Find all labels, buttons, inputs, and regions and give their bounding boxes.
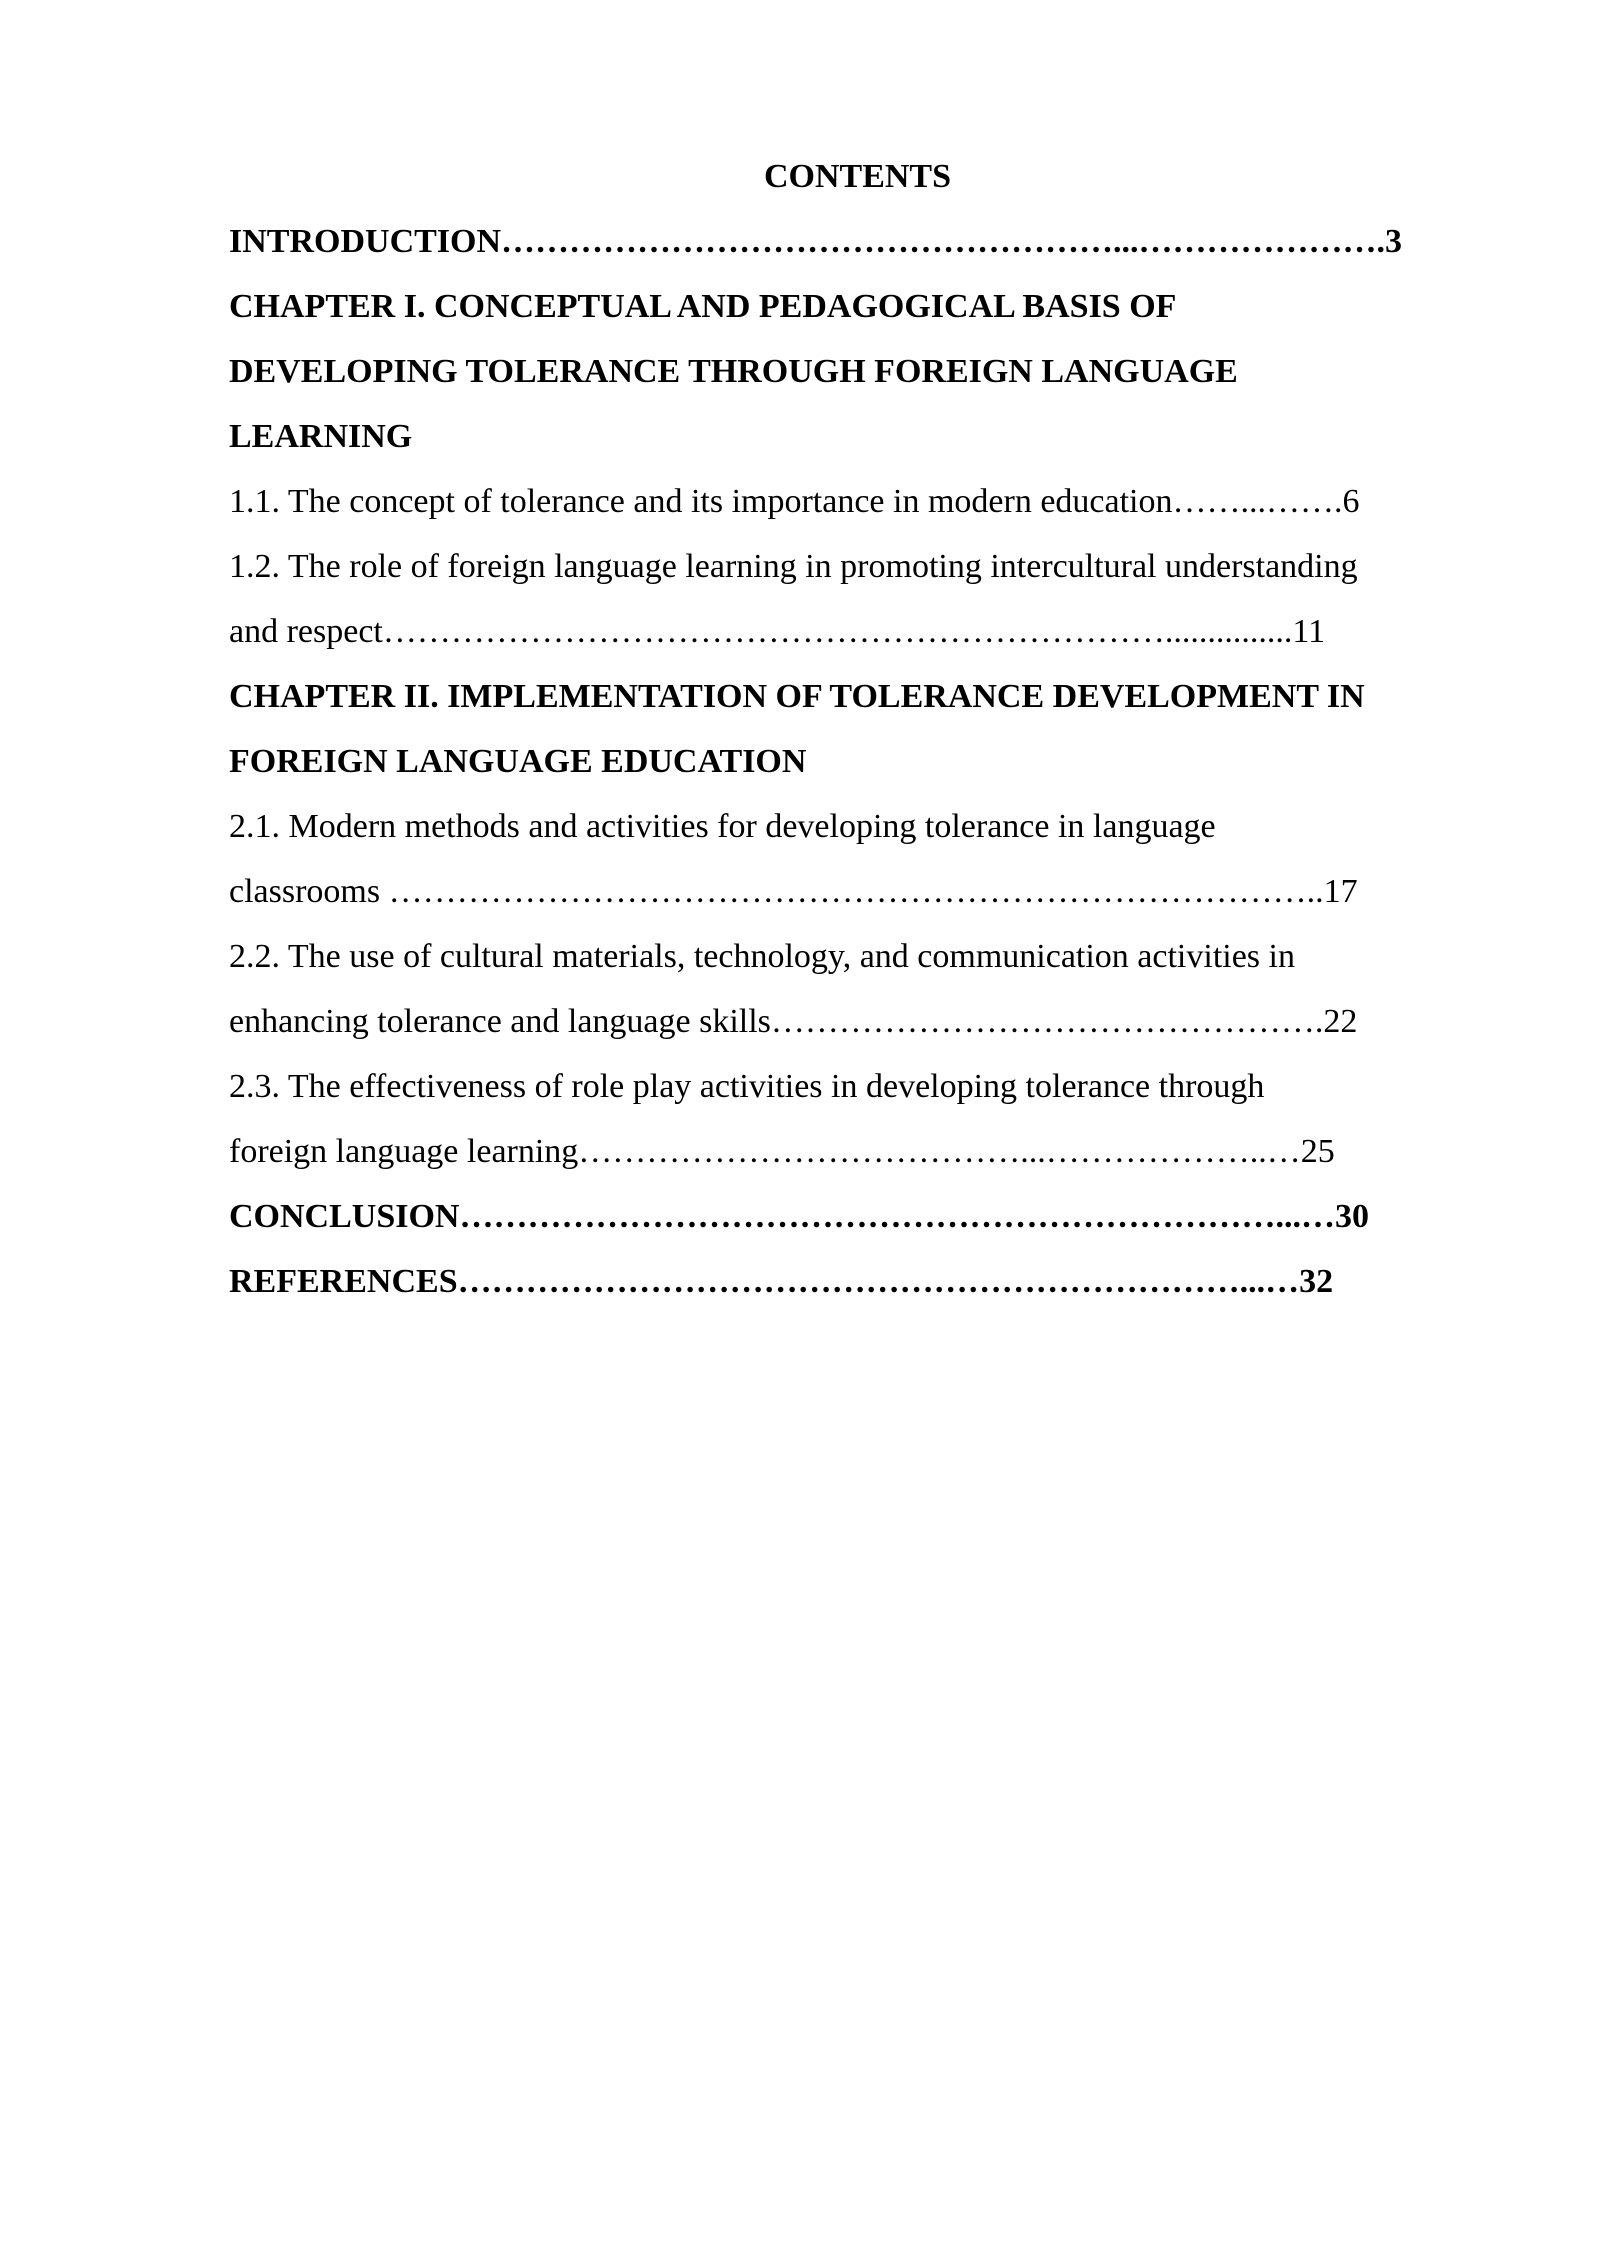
toc-chapter-1-line-2: DEVELOPING TOLERANCE THROUGH FOREIGN LANGUAGE	[229, 353, 1238, 390]
toc-entry-2-1-line-1: 2.1. Modern methods and activities for developing tolerance in language	[229, 808, 1216, 845]
toc-entry-2-3-line-2: foreign language learning…………………………………...………………..…25	[229, 1133, 1335, 1170]
toc-entry-1-1: 1.1. The concept of tolerance and its importance in modern education……...…….6	[229, 483, 1360, 520]
toc-chapter-2-line-1: CHAPTER II. IMPLEMENTATION OF TOLERANCE DEVELOPMENT IN	[229, 678, 1365, 715]
toc-chapter-1-line-3: LEARNING	[229, 418, 413, 455]
toc-entry-introduction: INTRODUCTION………………………………………………...………………….3	[229, 223, 1403, 260]
toc-entry-2-3-line-1: 2.3. The effectiveness of role play activities in developing tolerance through	[229, 1068, 1265, 1105]
toc-entry-2-2-line-1: 2.2. The use of cultural materials, technology, and communication activities in	[229, 938, 1295, 975]
toc-chapter-1-line-1: CHAPTER I. CONCEPTUAL AND PEDAGOGICAL BASIS OF	[229, 288, 1177, 325]
toc-entry-2-2-line-2: enhancing tolerance and language skills………………………………………….22	[229, 1003, 1358, 1040]
toc-chapter-2-line-2: FOREIGN LANGUAGE EDUCATION	[229, 743, 807, 780]
contents-title: CONTENTS	[763, 158, 952, 195]
toc-entry-1-2-line-2: and respect……………………………………………………………...............11	[229, 613, 1326, 650]
table-of-contents	[229, 144, 1486, 1314]
toc-entry-conclusion: CONCLUSION………………………………………………………………...…30	[229, 1198, 1369, 1235]
toc-entry-references: REFERENCES……………………………………………………………...…32	[229, 1263, 1334, 1300]
toc-entry-1-2-line-1: 1.2. The role of foreign language learning in promoting intercultural understanding	[229, 548, 1358, 585]
toc-entry-2-1-line-2: classrooms ………………………………………………………………………..17	[229, 873, 1358, 910]
